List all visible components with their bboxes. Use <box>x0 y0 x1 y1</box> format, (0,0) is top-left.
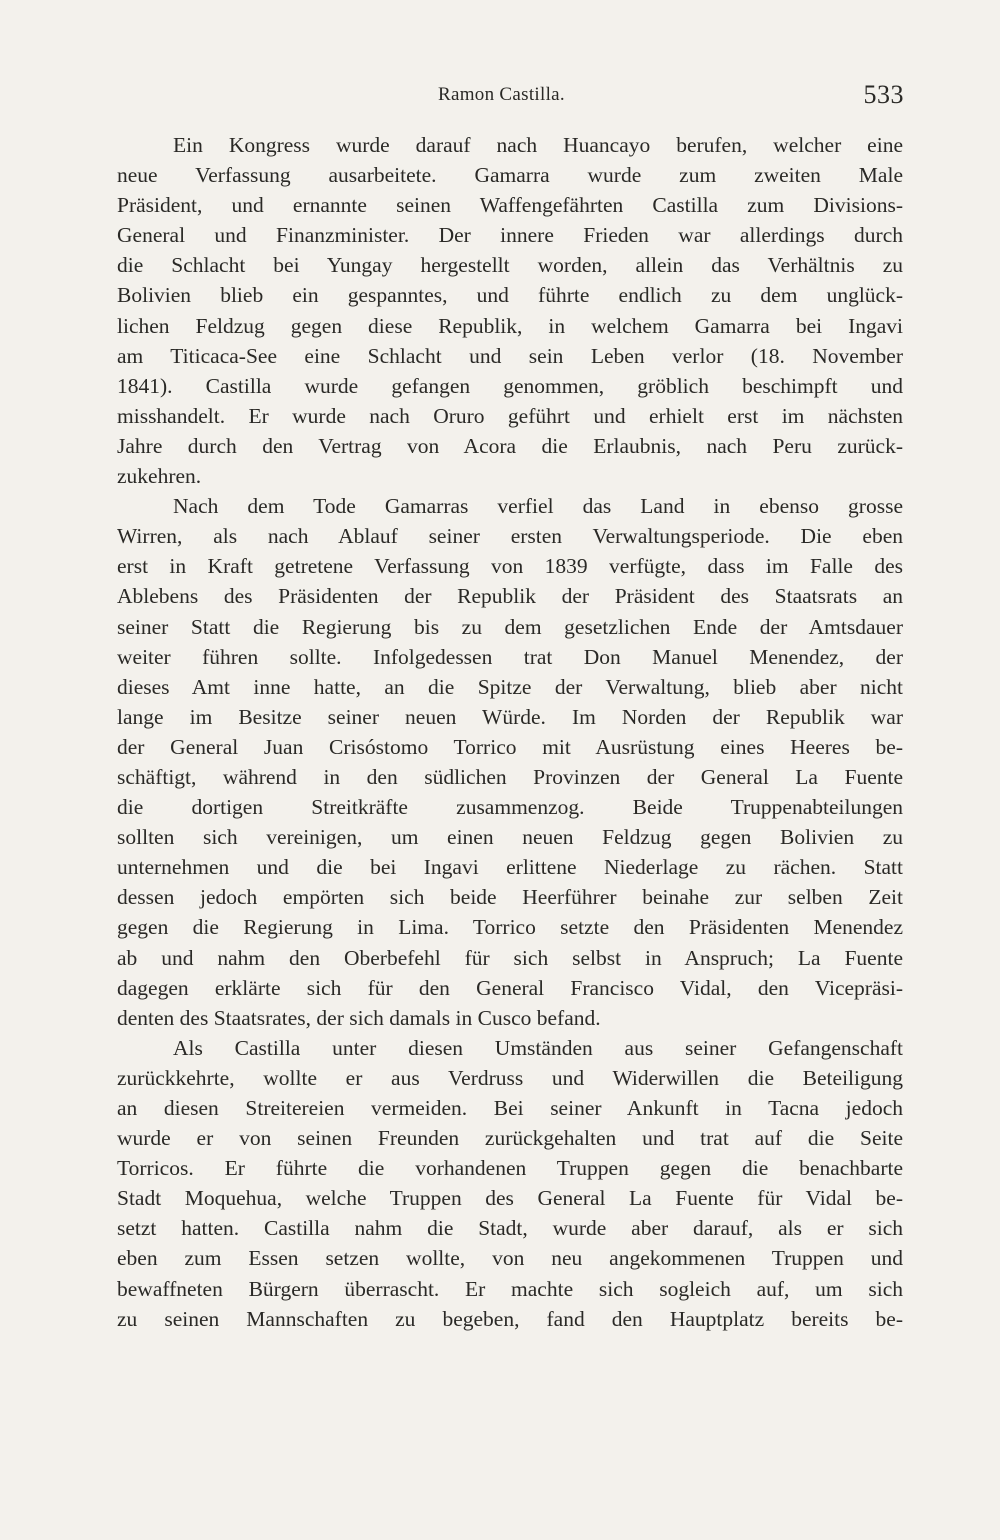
text-line: der General Juan Crisóstomo Torrico mit Ausrüstung eines Heeres be- <box>117 734 903 759</box>
text-line: Ablebens des Präsidenten der Republik der Präsident des Staatsrats an <box>117 584 903 609</box>
text-line: 1841). Castilla wurde gefangen genommen, gröblich beschimpft und <box>117 373 903 398</box>
text-line: am Titicaca-See eine Schlacht und sein Leben verlor (18. November <box>117 343 903 368</box>
text-line: lichen Feldzug gegen diese Republik, in welchem Gamarra bei Ingavi <box>117 313 903 338</box>
text-line: zurückkehrte, wollte er aus Verdruss und Widerwillen die Beteiligung <box>117 1065 903 1090</box>
text-line: schäftigt, während in den südlichen Provinzen der General La Fuente <box>117 764 903 789</box>
text-line: dessen jedoch empörten sich beide Heerführer beinahe zur selben Zeit <box>117 885 903 910</box>
text-line: zu seinen Mannschaften zu begeben, fand den Hauptplatz bereits be- <box>117 1306 903 1331</box>
text-line: eben zum Essen setzen wollte, von neu angekommenen Truppen und <box>117 1246 903 1271</box>
text-line: Bolivien blieb ein gespanntes, und führte endlich zu dem unglück- <box>117 283 903 308</box>
text-line: lange im Besitze seiner neuen Würde. Im Norden der Republik war <box>117 704 903 729</box>
page-number: 533 <box>863 80 904 109</box>
text-line: General und Finanzminister. Der innere Frieden war allerdings durch <box>117 223 903 248</box>
running-title: Ramon Castilla. <box>438 84 565 105</box>
text-line: neue Verfassung ausarbeitete. Gamarra wurde zum zweiten Male <box>117 163 903 188</box>
text-line: Wirren, als nach Ablauf seiner ersten Verwaltungsperiode. Die eben <box>117 524 903 549</box>
text-line: Als Castilla unter diesen Umständen aus seiner Gefangenschaft <box>173 1035 903 1060</box>
text-line: an diesen Streitereien vermeiden. Bei seiner Ankunft in Tacna jedoch <box>117 1096 903 1120</box>
text-line: erst in Kraft getretene Verfassung von 1839 verfügte, dass im Falle des <box>117 554 903 579</box>
text-line: Stadt Moquehua, welche Truppen des General La Fuente für Vidal be- <box>117 1186 903 1211</box>
body-text <box>117 130 903 1334</box>
text-line: sollten sich vereinigen, um einen neuen Feldzug gegen Bolivien zu <box>117 825 903 850</box>
text-line: zukehren. <box>117 464 202 489</box>
text-line: gegen die Regierung in Lima. Torrico setzte den Präsidenten Menendez <box>117 915 903 940</box>
text-line: Präsident, und ernannte seinen Waffengefährten Castilla zum Divisions- <box>117 193 903 218</box>
text-line: dieses Amt inne hatte, an die Spitze der Verwaltung, blieb aber nicht <box>117 674 903 699</box>
text-line: unternehmen und die bei Ingavi erlittene Niederlage zu rächen. Statt <box>117 855 903 880</box>
running-head <box>0 80 1000 120</box>
text-line: die dortigen Streitkräfte zusammenzog. Beide Truppenabteilungen <box>117 795 903 820</box>
text-line: weiter führen sollte. Infolgedessen trat Don Manuel Menendez, der <box>117 644 903 669</box>
text-line: misshandelt. Er wurde nach Oruro geführt und erhielt erst im nächsten <box>117 403 903 428</box>
text-line: Jahre durch den Vertrag von Acora die Erlaubnis, nach Peru zurück- <box>117 433 903 458</box>
text-line: dagegen erklärte sich für den General Francisco Vidal, den Vicepräsi- <box>117 975 903 1000</box>
text-line: die Schlacht bei Yungay hergestellt worden, allein das Verhältnis zu <box>117 253 903 278</box>
text-line: denten des Staatsrates, der sich damals in Cusco befand. <box>117 1005 601 1030</box>
text-line: wurde er von seinen Freunden zurückgehalten und trat auf die Seite <box>117 1126 903 1151</box>
text-line: bewaffneten Bürgern überrascht. Er machte sich sogleich auf, um sich <box>117 1276 903 1301</box>
text-line: setzt hatten. Castilla nahm die Stadt, wurde aber darauf, als er sich <box>117 1216 903 1241</box>
text-line: Ein Kongress wurde darauf nach Huancayo berufen, welcher eine <box>173 133 903 157</box>
text-line: seiner Statt die Regierung bis zu dem gesetzlichen Ende der Amtsdauer <box>117 614 903 639</box>
text-line: Torricos. Er führte die vorhandenen Truppen gegen die benachbarte <box>117 1156 903 1181</box>
text-line: ab und nahm den Oberbefehl für sich selbst in Anspruch; La Fuente <box>117 945 903 970</box>
text-line: Nach dem Tode Gamarras verfiel das Land in ebenso grosse <box>173 494 903 519</box>
